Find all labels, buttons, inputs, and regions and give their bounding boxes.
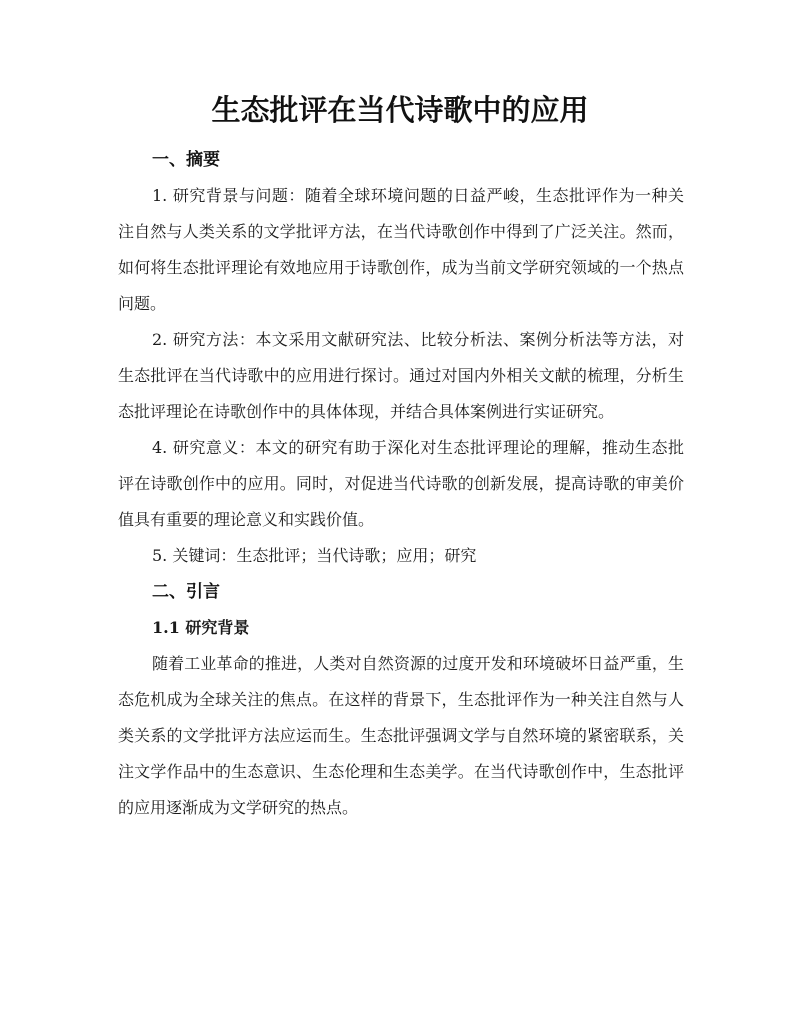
paragraph-methods: 2. 研究方法：本文采用文献研究法、比较分析法、案例分析法等方法，对生态批评在当代诗歌中的应用进行探讨。通过对国内外相关文献的梳理，分析生态批评理论在诗歌创作中的具体体现，并结合具体案例进行实证研究。 [118,330,684,421]
document-body [118,142,684,826]
section-heading-abstract: 一、摘要 [152,150,220,170]
subsection-heading-background: 1.1 研究背景 [152,618,250,637]
paragraph-intro-background: 随着工业革命的推进，人类对自然资源的过度开发和环境破坏日益严重，生态危机成为全球关注的焦点。在这样的背景下，生态批评作为一种关注自然与人类关系的文学批评方法应运而生。生态批评强调文学与自然环境的紧密联系，关注文学作品中的生态意识、生态伦理和生态美学。在当代诗歌创作中，生态批评的应用逐渐成为文学研究的热点。 [118,654,684,817]
paragraph-keywords: 5. 关键词：生态批评；当代诗歌；应用；研究 [152,546,477,565]
paragraph-background: 1. 研究背景与问题：随着全球环境问题的日益严峻，生态批评作为一种关注自然与人类关系的文学批评方法，在当代诗歌创作中得到了广泛关注。然而，如何将生态批评理论有效地应用于诗歌创作，成为当前文学研究领域的一个热点问题。 [118,186,684,313]
section-heading-introduction: 二、引言 [152,582,220,602]
document-title: 生态批评在当代诗歌中的应用 [211,93,589,127]
paragraph-significance: 4. 研究意义：本文的研究有助于深化对生态批评理论的理解，推动生态批评在诗歌创作中的应用。同时，对促进当代诗歌的创新发展，提高诗歌的审美价值具有重要的理论意义和实践价值。 [118,438,684,529]
section-abstract [118,142,684,574]
section-introduction [118,574,684,826]
